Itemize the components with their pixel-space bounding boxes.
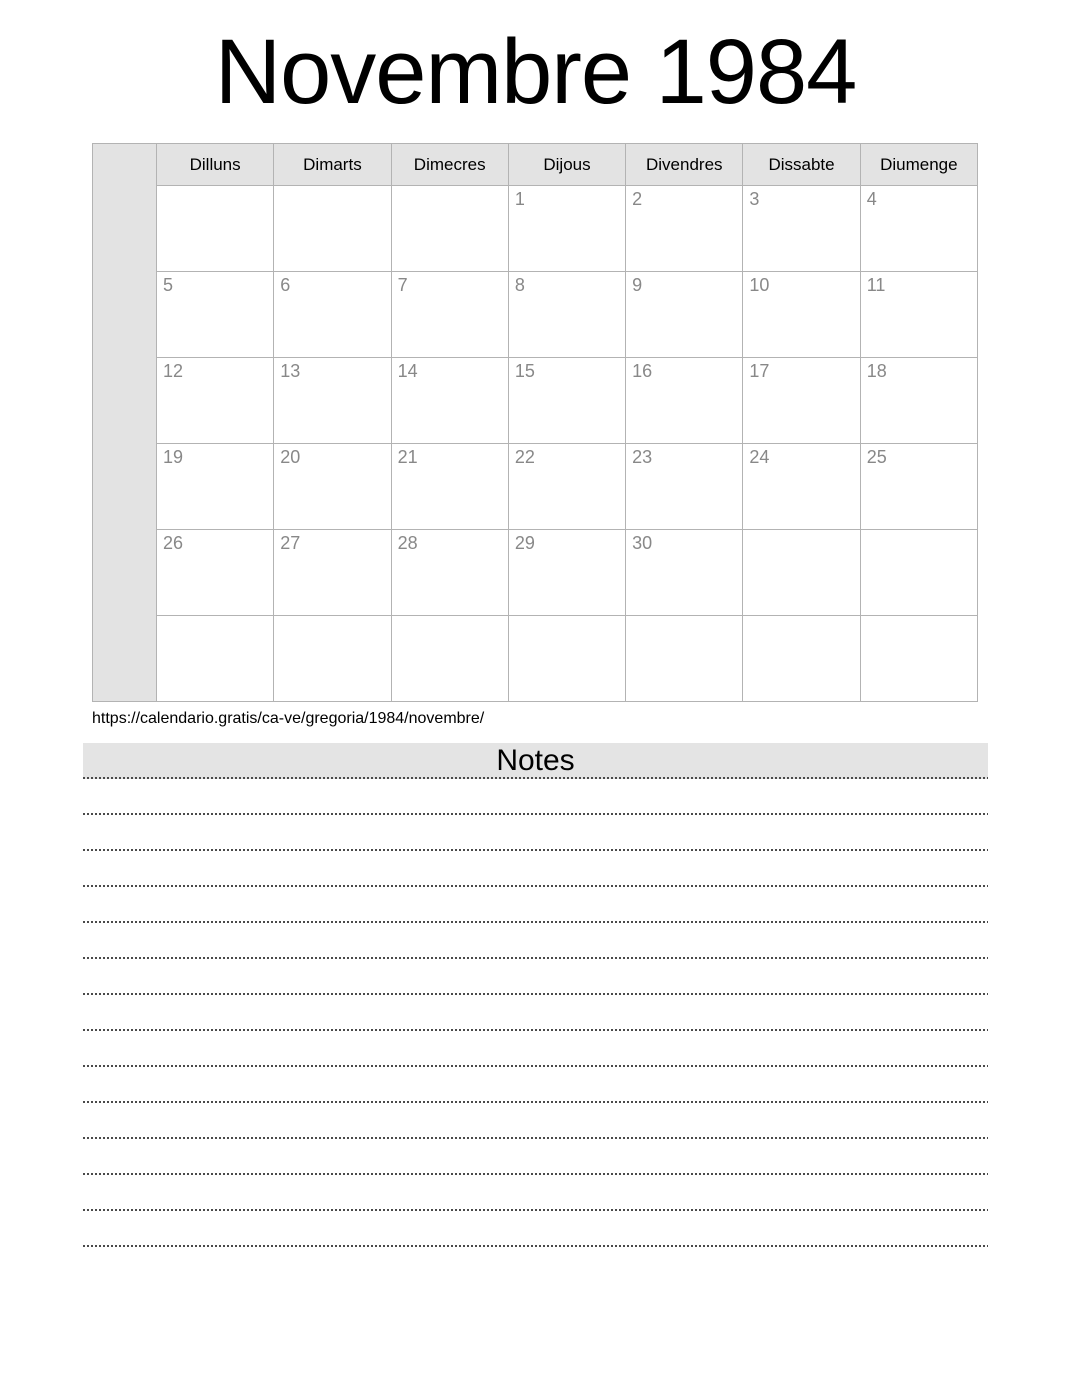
day-number: 22: [514, 447, 535, 467]
calendar-day-cell: [626, 358, 743, 444]
source-url: https://calendario.gratis/ca-ve/gregoria/1984/novembre/: [92, 710, 485, 727]
calendar-table: [92, 143, 978, 702]
notes-header: [83, 743, 988, 779]
day-number: 6: [280, 275, 291, 295]
day-number: 11: [866, 275, 886, 295]
day-number: 21: [397, 447, 418, 467]
note-line: [83, 923, 988, 959]
note-line: [83, 815, 988, 851]
day-number: 8: [514, 275, 525, 295]
note-line: [83, 1031, 988, 1067]
day-number: 20: [280, 447, 301, 467]
note-line: [83, 1103, 988, 1139]
calendar-day-cell: [743, 444, 860, 530]
calendar-empty-cell: [274, 616, 391, 702]
day-number: 18: [866, 361, 887, 381]
calendar-empty-cell: [157, 186, 274, 272]
day-number: 29: [514, 533, 535, 553]
notes-section: [83, 743, 988, 1247]
day-number: 2: [632, 189, 643, 209]
weekday-header: Dissabte: [743, 144, 860, 186]
calendar-week-row: [93, 616, 978, 702]
calendar-day-cell: [626, 272, 743, 358]
day-number: 1: [514, 189, 525, 209]
calendar-empty-cell: [743, 616, 860, 702]
calendar-day-cell: [157, 272, 274, 358]
calendar-week-row: [93, 530, 978, 616]
calendar-day-cell: [508, 530, 625, 616]
calendar-empty-cell: [157, 616, 274, 702]
calendar-empty-cell: [626, 616, 743, 702]
calendar-empty-cell: [274, 186, 391, 272]
day-number: 17: [749, 361, 770, 381]
day-number: 3: [749, 189, 760, 209]
calendar-day-cell: [626, 186, 743, 272]
calendar-empty-cell: [391, 186, 508, 272]
calendar-week-row: [93, 186, 978, 272]
calendar-day-cell: [157, 358, 274, 444]
weekday-header: Divendres: [626, 144, 743, 186]
calendar-empty-cell: [860, 530, 977, 616]
day-number: 19: [163, 447, 184, 467]
calendar-day-cell: [274, 530, 391, 616]
weekday-header: Dimarts: [274, 144, 391, 186]
calendar-day-cell: [743, 186, 860, 272]
calendar-day-cell: [508, 272, 625, 358]
note-line: [83, 1175, 988, 1211]
note-line: [83, 1139, 988, 1175]
weekday-header: Dijous: [508, 144, 625, 186]
day-number: 4: [866, 189, 877, 209]
calendar-empty-cell: [743, 530, 860, 616]
calendar-day-cell: [391, 272, 508, 358]
day-number: 26: [163, 533, 184, 553]
note-line: [83, 887, 988, 923]
calendar-day-cell: [508, 444, 625, 530]
calendar-week-row: [93, 358, 978, 444]
day-number: 24: [749, 447, 770, 467]
day-number: 23: [632, 447, 653, 467]
calendar-day-cell: [860, 358, 977, 444]
calendar-week-row: [93, 444, 978, 530]
calendar-day-cell: [274, 444, 391, 530]
calendar-empty-cell: [508, 616, 625, 702]
weekday-header-row: [93, 144, 978, 186]
weekday-header: Dilluns: [157, 144, 274, 186]
day-number: 25: [866, 447, 887, 467]
day-number: 15: [514, 361, 535, 381]
calendar-day-cell: [743, 358, 860, 444]
note-line: [83, 851, 988, 887]
page-title: Novembre 1984: [214, 21, 857, 123]
day-number: 13: [280, 361, 301, 381]
day-number: 9: [632, 275, 643, 295]
note-line-rule: [83, 1245, 988, 1247]
calendar-empty-cell: [391, 616, 508, 702]
calendar-day-cell: [626, 444, 743, 530]
calendar-day-cell: [157, 444, 274, 530]
day-number: 14: [397, 361, 418, 381]
note-line: [83, 1067, 988, 1103]
calendar-week-row: [93, 272, 978, 358]
notes-lines: [83, 779, 988, 1247]
notes-title: Notes: [496, 744, 575, 777]
calendar-body: [93, 144, 978, 702]
calendar-day-cell: [508, 186, 625, 272]
note-line: [83, 1211, 988, 1247]
day-number: 27: [280, 533, 301, 553]
day-number: 5: [163, 275, 174, 295]
calendar-day-cell: [508, 358, 625, 444]
day-number: 7: [397, 275, 408, 295]
calendar-day-cell: [626, 530, 743, 616]
calendar-day-cell: [860, 444, 977, 530]
weekday-header: Diumenge: [860, 144, 977, 186]
day-number: 12: [163, 361, 184, 381]
note-line: [83, 779, 988, 815]
note-line: [83, 959, 988, 995]
day-number: 16: [632, 361, 653, 381]
calendar-day-cell: [391, 530, 508, 616]
day-number: 28: [397, 533, 418, 553]
calendar-day-cell: [743, 272, 860, 358]
gutter-column: [93, 144, 157, 702]
calendar-day-cell: [274, 358, 391, 444]
note-line: [83, 995, 988, 1031]
day-number: 30: [632, 533, 653, 553]
day-number: 10: [749, 275, 770, 295]
calendar-day-cell: [157, 530, 274, 616]
calendar-day-cell: [391, 444, 508, 530]
calendar-empty-cell: [860, 616, 977, 702]
calendar-day-cell: [860, 186, 977, 272]
calendar-day-cell: [274, 272, 391, 358]
weekday-header: Dimecres: [391, 144, 508, 186]
calendar-day-cell: [391, 358, 508, 444]
calendar-day-cell: [860, 272, 977, 358]
